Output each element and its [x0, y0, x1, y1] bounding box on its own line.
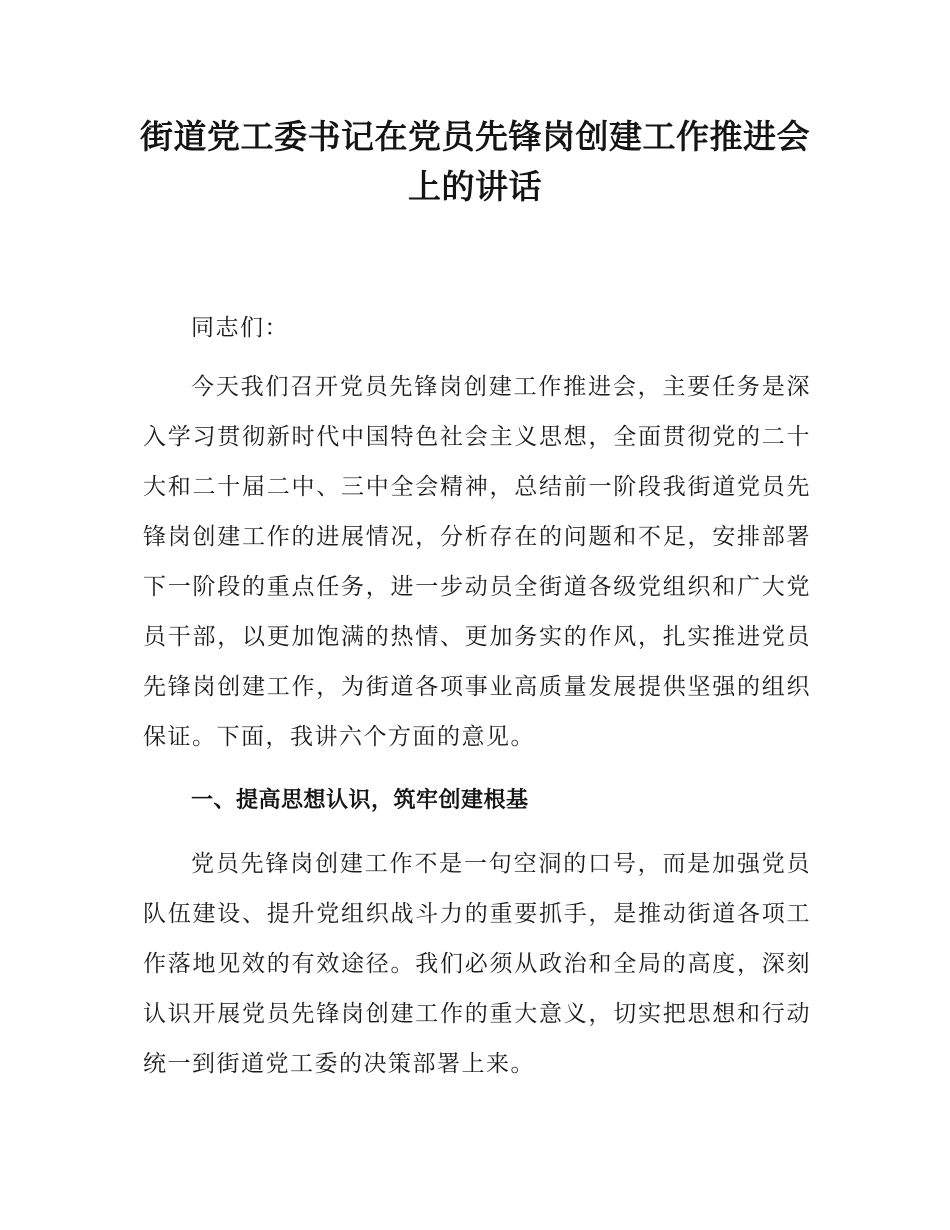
document-title: 街道党工委书记在党员先锋岗创建工作推进会上的讲话 [140, 117, 810, 206]
salutation: 同志们： [191, 315, 289, 341]
body-paragraph: 今天我们召开党员先锋岗创建工作推进会，主要任务是深入学习贯彻新时代中国特色社会主义思想，全面贯彻党的二十大和二十届二中、三中全会精神，总结前一阶段我街道党员先锋岗创建工作的进展情况，分析存在的问题和不足，安排部署下一阶段的重点任务，进一步动员全街道各级党组织和广大党员干部，以更加饱满的热情、更加务实的作风，扎实推进党员先锋岗创建工作，为街道各项事业高质量发展提供坚强的组织保证。下面，我讲六个方面的意见。 [143, 374, 811, 750]
section-heading: 一、提高思想认识，筑牢创建根基 [191, 788, 529, 813]
section-paragraph: 党员先锋岗创建工作不是一句空洞的口号，而是加强党员队伍建设、提升党组织战斗力的重要抓手，是推动街道各项工作落地见效的有效途径。我们必须从政治和全局的高度，深刻认识开展党员先锋岗创建工作的重大意义，切实把思想和行动统一到街道党工委的决策部署上来。 [143, 851, 811, 1077]
